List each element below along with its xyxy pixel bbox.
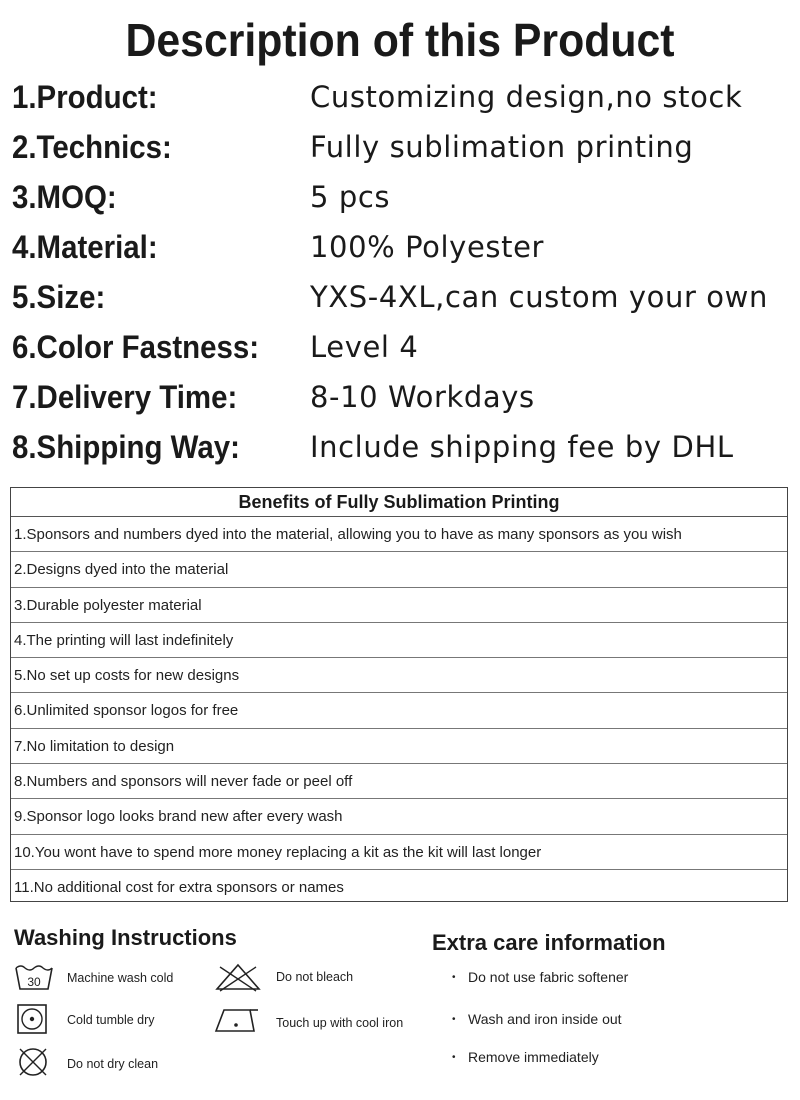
spec-row-material (12, 222, 792, 272)
spec-value: Level 4 (310, 330, 419, 364)
spec-value: Include shipping fee by DHL (310, 430, 734, 464)
do-not-dry-clean-icon (16, 1046, 50, 1078)
spec-label: 5.Size: (12, 279, 106, 315)
spec-value: YXS-4XL,can custom your own (310, 280, 768, 314)
bullet-icon: • (452, 1052, 456, 1064)
spec-label: 6.Color Fastness: (12, 329, 260, 365)
spec-value: Customizing design,no stock (310, 80, 743, 114)
wash-item-tumble-dry (16, 1004, 216, 1034)
benefit-row: 10.You wont have to spend more money replacing a kit as the kit will last longer (11, 835, 787, 870)
spec-label: 3.MOQ: (12, 179, 117, 215)
page-title: Description of this Product (125, 14, 675, 66)
benefit-row: 7.No limitation to design (11, 729, 787, 764)
spec-row-size (12, 272, 792, 322)
wash-text: Do not dry clean (67, 1057, 159, 1071)
wash-temp-label: 30 (27, 975, 41, 989)
benefit-row: 3.Durable polyester material (11, 588, 787, 623)
wash-text: Touch up with cool iron (276, 1016, 404, 1030)
benefit-row: 2.Designs dyed into the material (11, 552, 787, 587)
spec-row-shipping-way (12, 422, 792, 472)
spec-row-product (12, 72, 792, 122)
benefit-row: 1.Sponsors and numbers dyed into the material, allowing you to have as many sponsors as you wish (11, 517, 787, 552)
washing-heading: Washing Instructions (14, 925, 237, 950)
spec-row-delivery-time (12, 372, 792, 422)
machine-wash-30-icon (14, 962, 54, 992)
care-text: Do not use fabric softener (468, 969, 629, 985)
spec-row-color-fastness (12, 322, 792, 372)
bullet-icon: • (452, 972, 456, 984)
care-heading: Extra care information (432, 930, 666, 955)
care-item (452, 968, 628, 987)
tumble-dry-icon (16, 1004, 50, 1034)
wash-item-do-not-bleach (214, 962, 414, 992)
wash-text: Do not bleach (276, 970, 354, 984)
benefit-row: 6.Unlimited sponsor logos for free (11, 693, 787, 728)
spec-value: 100% Polyester (310, 230, 545, 264)
spec-row-moq (12, 172, 792, 222)
spec-label: 7.Delivery Time: (12, 379, 238, 415)
benefit-row: 11.No additional cost for extra sponsors or names (14, 878, 344, 896)
wash-item-do-not-dry-clean (16, 1046, 216, 1076)
spec-row-technics (12, 122, 792, 172)
spec-label: 4.Material: (12, 229, 158, 265)
wash-item-cool-iron (214, 1004, 434, 1034)
spec-label: 2.Technics: (12, 129, 172, 165)
care-item (452, 1010, 622, 1029)
benefits-heading: Benefits of Fully Sublimation Printing (11, 488, 787, 517)
care-text: Wash and iron inside out (468, 1011, 622, 1027)
wash-item-machine-wash (14, 962, 214, 992)
cool-iron-icon (214, 1004, 262, 1034)
spec-label: 8.Shipping Way: (12, 429, 240, 465)
wash-text: Machine wash cold (67, 971, 174, 985)
benefit-row: 9.Sponsor logo looks brand new after every wash (11, 799, 787, 834)
benefit-row: 4.The printing will last indefinitely (11, 623, 787, 658)
care-item (452, 1048, 599, 1067)
benefit-row: 8.Numbers and sponsors will never fade or peel off (11, 764, 787, 799)
spec-value: 5 pcs (310, 180, 391, 214)
do-not-bleach-icon (214, 962, 262, 992)
benefit-row: 5.No set up costs for new designs (11, 658, 787, 693)
wash-text: Cold tumble dry (67, 1013, 155, 1027)
care-text: Remove immediately (468, 1049, 599, 1065)
spec-label: 1.Product: (12, 79, 158, 115)
benefits-table (10, 487, 788, 902)
spec-value: Fully sublimation printing (310, 130, 694, 164)
spec-value: 8-10 Workdays (310, 380, 535, 414)
bullet-icon: • (452, 1014, 456, 1026)
